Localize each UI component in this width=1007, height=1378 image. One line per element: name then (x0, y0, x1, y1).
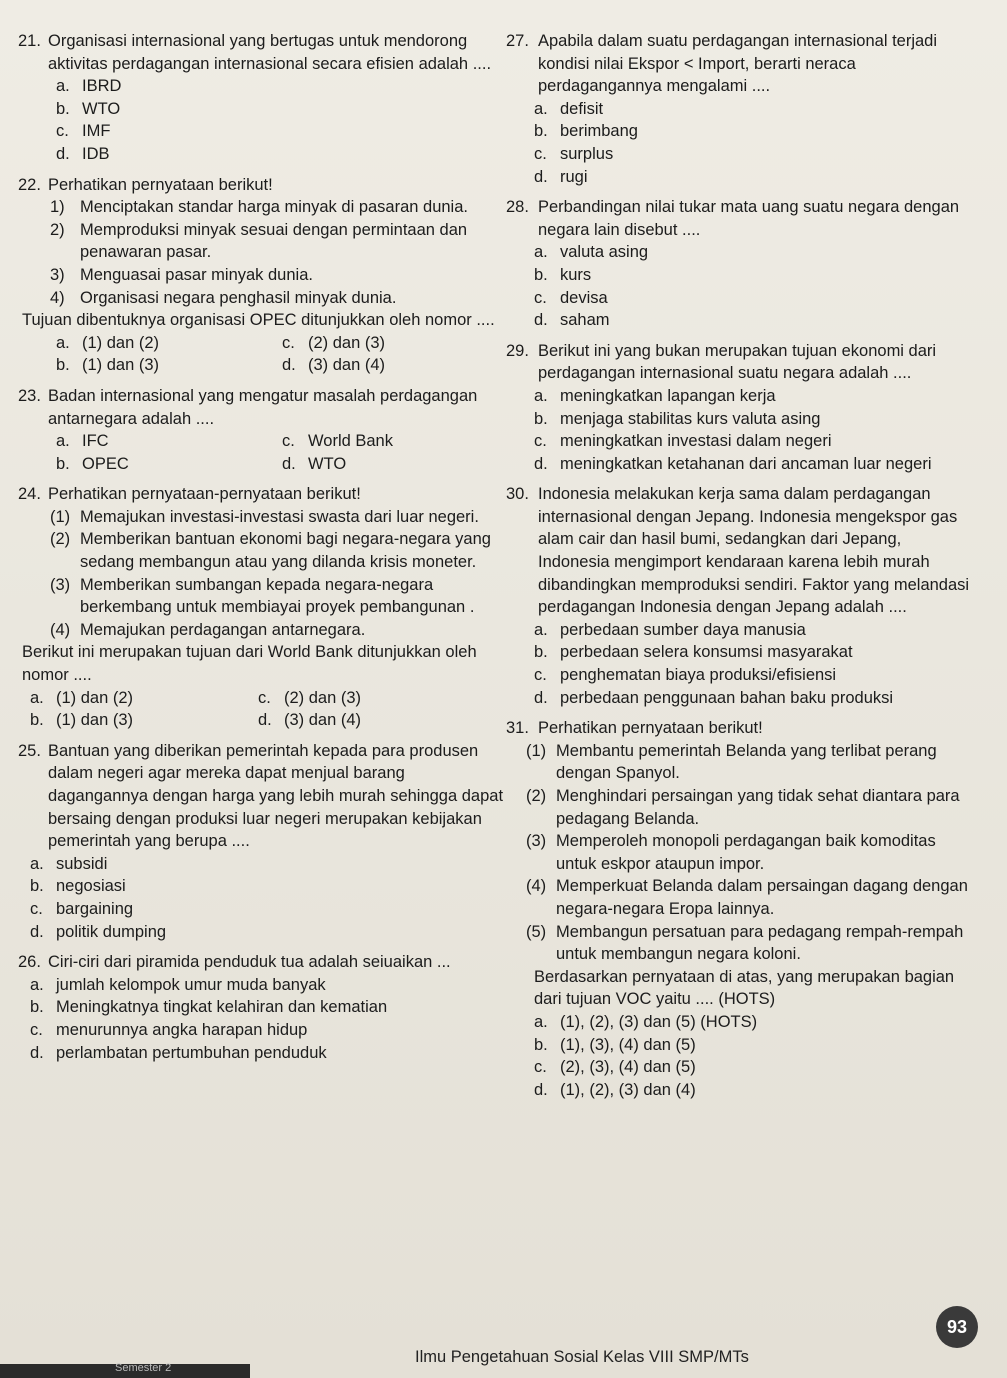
option-c[interactable] (282, 430, 508, 453)
statement-number: (4) (526, 877, 547, 896)
question-stem: Apabila dalam suatu perdagangan internasional terjadi kondisi nilai Ekspor < Import, berarti neraca perdagangannya mengalami .... (538, 32, 938, 96)
option-c[interactable] (512, 287, 974, 310)
question-stem: Perhatikan pernyataan-pernyataan berikut! (48, 485, 361, 504)
option-text: IDB (82, 144, 110, 163)
option-b[interactable] (22, 875, 508, 898)
option-text: (2) dan (3) (284, 688, 362, 707)
option-letter: c. (56, 122, 69, 141)
option-a[interactable] (512, 385, 974, 408)
option-text: subsidi (56, 854, 108, 873)
statement-text: Memproduksi minyak sesuai dengan permintaan dan penawaran pasar. (80, 220, 468, 262)
option-letter: a. (30, 854, 44, 873)
option-text: (1), (2), (3) dan (4) (560, 1080, 696, 1099)
statement-number: (5) (526, 922, 547, 941)
option-text: perlambatan pertumbuhan penduduk (56, 1043, 327, 1062)
option-a[interactable] (30, 687, 258, 710)
option-c[interactable] (22, 1019, 508, 1042)
option-letter: b. (30, 877, 44, 896)
question-stem: Badan internasional yang mengatur masalah perdagangan antarnegara adalah .... (48, 386, 478, 428)
option-letter: d. (282, 454, 296, 473)
question-number: 22. (18, 175, 41, 194)
statement-number: (4) (50, 620, 71, 639)
option-text: rugi (560, 167, 588, 186)
option-a[interactable] (512, 241, 974, 264)
statement-text: Memberikan sumbangan kepada negara-negara berkembang untuk membiayai proyek pembangunan . (80, 575, 475, 617)
statement-text: Menguasai pasar minyak dunia. (80, 265, 313, 284)
option-text: saham (560, 311, 610, 330)
option-c[interactable] (512, 430, 974, 453)
question-number: 30. (506, 485, 529, 504)
statement-number: 2) (50, 220, 65, 239)
question-24 (18, 483, 508, 732)
option-b[interactable] (30, 709, 258, 732)
option-letter: c. (534, 1058, 547, 1077)
statement-item (22, 219, 508, 264)
statement-number: (3) (526, 832, 547, 851)
statement-item (512, 785, 974, 830)
option-a[interactable] (22, 974, 508, 997)
question-23 (18, 385, 508, 475)
statement-item (512, 830, 974, 875)
option-text: (1), (3), (4) dan (5) (560, 1035, 696, 1054)
statement-text: Memajukan investasi-investasi swasta dari luar negeri. (80, 507, 479, 526)
option-text: meningkatkan lapangan kerja (560, 386, 776, 405)
option-letter: d. (534, 1080, 548, 1099)
option-text: berimbang (560, 122, 638, 141)
question-prompt: Tujuan dibentuknya organisasi OPEC ditunjukkan oleh nomor .... (22, 311, 495, 330)
option-b[interactable] (22, 996, 508, 1019)
question-31 (506, 717, 974, 1101)
option-text: (1) dan (2) (56, 688, 134, 707)
option-letter: d. (534, 167, 548, 186)
option-text: WTO (82, 99, 121, 118)
option-a[interactable] (512, 1011, 974, 1034)
option-letter: d. (30, 1043, 44, 1062)
question-stem: Berikut ini yang bukan merupakan tujuan ekonomi dari perdagangan internasional suatu negara adalah .... (538, 341, 937, 383)
option-letter: b. (534, 1035, 548, 1054)
option-b[interactable] (56, 354, 282, 377)
statement-text: Memperkuat Belanda dalam persaingan dagang dengan negara-negara Eropa lainnya. (556, 877, 968, 918)
option-text: (1), (2), (3) dan (5) (HOTS) (560, 1012, 758, 1031)
option-c[interactable] (512, 664, 974, 687)
option-letter: b. (534, 409, 548, 428)
question-30 (506, 483, 974, 709)
option-c[interactable] (512, 1056, 974, 1079)
option-text: (2) dan (3) (308, 333, 386, 352)
option-d[interactable] (22, 1042, 508, 1065)
option-text: Meningkatnya tingkat kelahiran dan kematian (56, 998, 388, 1017)
statement-item (22, 506, 508, 529)
question-stem: Perhatikan pernyataan berikut! (48, 175, 273, 194)
page-number-badge: 93 (936, 1306, 978, 1348)
semester-tab (0, 1364, 250, 1378)
option-d[interactable] (258, 709, 486, 732)
question-number: 31. (506, 719, 529, 738)
statement-text: Memperoleh monopoli perdagangan baik komoditas untuk eskpor ataupun impor. (556, 832, 936, 873)
option-b[interactable] (22, 98, 508, 121)
option-text: jumlah kelompok umur muda banyak (56, 975, 326, 994)
option-text: IFC (82, 432, 109, 451)
option-a[interactable] (22, 853, 508, 876)
option-letter: a. (30, 688, 44, 707)
option-text: perbedaan penggunaan bahan baku produksi (560, 688, 894, 707)
statement-text: Organisasi negara penghasil minyak dunia. (80, 288, 397, 307)
option-text: defisit (560, 99, 604, 118)
option-letter: d. (534, 454, 548, 473)
option-d[interactable] (512, 309, 974, 332)
option-letter: b. (56, 454, 70, 473)
option-letter: c. (534, 666, 547, 685)
statement-item (22, 287, 508, 310)
statement-number: 4) (50, 288, 65, 307)
option-letter: c. (534, 432, 547, 451)
question-stem: Perbandingan nilai tukar mata uang suatu negara dengan negara lain disebut .... (538, 198, 960, 239)
statement-text: Memajukan perdagangan antarnegara. (80, 620, 366, 639)
statement-item (22, 574, 508, 619)
option-a[interactable] (56, 430, 282, 453)
option-text: bargaining (56, 899, 134, 918)
option-b[interactable] (512, 120, 974, 143)
option-text: kurs (560, 265, 592, 284)
option-text: perbedaan selera konsumsi masyarakat (560, 643, 853, 662)
option-text: negosiasi (56, 877, 126, 896)
option-letter: b. (56, 99, 70, 118)
option-letter: a. (56, 432, 70, 451)
option-letter: a. (534, 386, 548, 405)
option-text: perbedaan sumber daya manusia (560, 620, 806, 639)
option-letter: c. (30, 1020, 43, 1039)
option-d[interactable] (22, 921, 508, 944)
question-number: 24. (18, 485, 41, 504)
option-letter: d. (56, 144, 70, 163)
option-b[interactable] (512, 408, 974, 431)
statement-number: (2) (526, 787, 547, 805)
question-number: 21. (18, 32, 41, 50)
option-text: menurunnya angka harapan hidup (56, 1020, 308, 1039)
option-text: valuta asing (560, 243, 649, 262)
statement-text: Membantu pemerintah Belanda yang terlibat perang dengan Spanyol. (556, 741, 937, 783)
option-text: meningkatkan ketahanan dari ancaman luar negeri (560, 454, 932, 473)
option-b[interactable] (512, 641, 974, 664)
question-stem: Bantuan yang diberikan pemerintah kepada para produsen dalam negeri agar mereka dapat menjual barang dagangannya dengan harga yang lebih murah sehingga dapat bersaing dengan produksi luar negeri merupakan kebijakan pemerintah yang berupa .... (48, 741, 504, 851)
question-25 (18, 740, 508, 943)
option-letter: b. (56, 356, 70, 375)
statement-item (22, 528, 508, 573)
option-letter: d. (534, 688, 548, 707)
option-letter: c. (30, 899, 43, 918)
option-d[interactable] (512, 687, 974, 710)
option-text: (2), (3), (4) dan (5) (560, 1058, 696, 1077)
option-d[interactable] (282, 453, 508, 476)
question-stem: Indonesia melakukan kerja sama dalam perdagangan internasional dengan Jepang. Indonesia mengekspor gas alam cair dan hasil bumi, sedangkan dari Jepang, Indonesia mengimport kendaraan karena lebih murah dibandingkan memproduksi sendiri. Faktor yang melandasi perdagangan Indonesia dengan Jepang adalah .... (538, 485, 970, 617)
option-letter: a. (534, 1012, 548, 1031)
question-number: 29. (506, 341, 529, 360)
question-28 (506, 196, 974, 332)
option-c[interactable] (512, 143, 974, 166)
option-text: OPEC (82, 454, 129, 473)
option-c[interactable] (282, 332, 508, 355)
statement-text: Menciptakan standar harga minyak di pasaran dunia. (80, 198, 468, 217)
option-letter: c. (534, 144, 547, 163)
statement-item (22, 264, 508, 287)
question-22 (18, 174, 508, 377)
option-letter: a. (534, 620, 548, 639)
option-letter: b. (30, 711, 44, 730)
option-text: (1) dan (2) (82, 333, 160, 352)
option-letter: a. (30, 975, 44, 994)
option-text: devisa (560, 288, 608, 307)
option-text: World Bank (308, 432, 393, 451)
option-text: IBRD (82, 77, 122, 96)
option-b[interactable] (56, 453, 282, 476)
question-number: 23. (18, 386, 41, 405)
question-number: 26. (18, 953, 41, 972)
statement-number: 1) (50, 198, 65, 217)
question-number: 28. (506, 198, 529, 217)
option-a[interactable] (512, 98, 974, 121)
question-number: 27. (506, 32, 529, 50)
option-a[interactable] (22, 75, 508, 98)
question-26 (18, 951, 508, 1064)
left-column (18, 30, 508, 1072)
option-letter: a. (56, 333, 70, 352)
option-letter: c. (258, 688, 271, 707)
option-b[interactable] (512, 1034, 974, 1057)
book-title-footer: Ilmu Pengetahuan Sosial Kelas VIII SMP/MTs (415, 1348, 749, 1366)
question-27 (506, 30, 974, 188)
option-text: WTO (308, 454, 347, 473)
option-letter: b. (534, 122, 548, 141)
option-letter: d. (258, 711, 272, 730)
option-text: surplus (560, 144, 614, 163)
option-text: (3) dan (4) (308, 356, 386, 375)
option-d[interactable] (512, 1079, 974, 1102)
option-c[interactable] (258, 687, 486, 710)
question-number: 25. (18, 741, 41, 760)
option-a[interactable] (512, 619, 974, 642)
statement-text: Membangun persatuan para pedagang rempah-rempah untuk membangun negara koloni. (556, 922, 964, 964)
question-stem: Perhatikan pernyataan berikut! (538, 719, 763, 738)
option-letter: b. (534, 643, 548, 662)
question-29 (506, 340, 974, 476)
option-d[interactable] (512, 453, 974, 476)
question-stem: Organisasi internasional yang bertugas untuk mendorong aktivitas perdagangan internasional secara efisien adalah .... (48, 32, 492, 73)
option-c[interactable] (22, 120, 508, 143)
option-text: (1) dan (3) (82, 356, 160, 375)
statement-item (22, 196, 508, 219)
option-letter: d. (30, 922, 44, 941)
option-letter: c. (282, 432, 295, 451)
statement-number: (1) (526, 741, 547, 760)
option-letter: d. (282, 356, 296, 375)
right-column (506, 30, 974, 1109)
option-d[interactable] (22, 143, 508, 166)
option-letter: b. (534, 265, 548, 284)
statement-item (22, 619, 508, 642)
question-21 (18, 30, 508, 166)
statement-item (512, 921, 974, 966)
option-text: IMF (82, 122, 111, 141)
option-letter: b. (30, 998, 44, 1017)
option-text: (1) dan (3) (56, 711, 134, 730)
option-text: meningkatkan investasi dalam negeri (560, 432, 832, 451)
option-text: politik dumping (56, 922, 167, 941)
option-letter: c. (534, 288, 547, 307)
option-letter: d. (534, 311, 548, 330)
option-d[interactable] (512, 166, 974, 189)
option-d[interactable] (282, 354, 508, 377)
option-a[interactable] (56, 332, 282, 355)
semester-label: Semester 2 (115, 1362, 172, 1374)
option-letter: a. (534, 243, 548, 262)
statement-text: Menghindari persaingan yang tidak sehat diantara para pedagang Belanda. (556, 787, 960, 828)
option-b[interactable] (512, 264, 974, 287)
option-letter: a. (534, 99, 548, 118)
statement-number: 3) (50, 265, 65, 284)
statement-item (512, 740, 974, 785)
option-c[interactable] (22, 898, 508, 921)
question-prompt: Berdasarkan pernyataan di atas, yang merupakan bagian dari tujuan VOC yaitu .... (HOTS) (534, 967, 955, 1009)
option-text: menjaga stabilitas kurs valuta asing (560, 409, 821, 428)
statement-number: (1) (50, 507, 71, 526)
question-prompt: Berikut ini merupakan tujuan dari World Bank ditunjukkan oleh nomor .... (22, 643, 477, 685)
statement-number: (2) (50, 530, 71, 549)
statement-number: (3) (50, 575, 71, 594)
option-letter: a. (56, 77, 70, 96)
option-text: penghematan biaya produksi/efisiensi (560, 666, 837, 685)
option-letter: c. (282, 333, 295, 352)
option-text: (3) dan (4) (284, 711, 362, 730)
statement-item (512, 875, 974, 920)
question-stem: Ciri-ciri dari piramida penduduk tua adalah seiuaikan ... (48, 953, 451, 972)
statement-text: Memberikan bantuan ekonomi bagi negara-negara yang sedang membangun atau yang dilanda krisis moneter. (80, 530, 491, 572)
